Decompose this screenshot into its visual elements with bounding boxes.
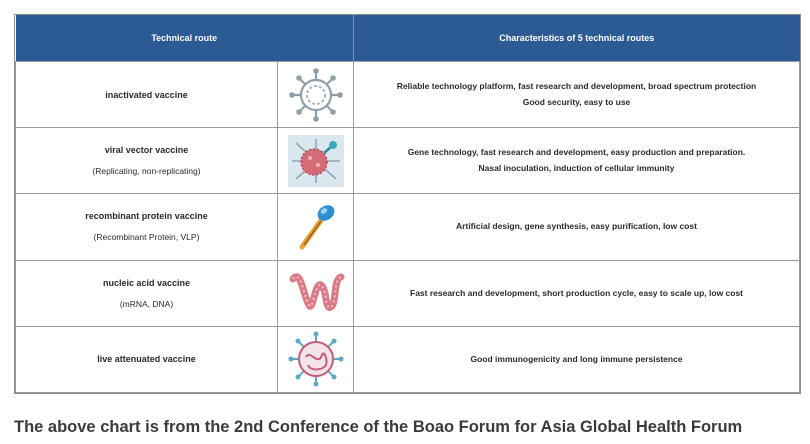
table-row [16, 260, 800, 326]
characteristic-text: Good immunogenicity and long immune persistence [470, 353, 683, 364]
characteristics-cell [354, 194, 800, 260]
route-subtitle: (Replicating, non-replicating) [92, 166, 201, 177]
table-header-row [16, 15, 800, 62]
route-name: viral vector vaccine [104, 145, 189, 156]
source-caption: The above chart is from the 2nd Conference of the Boao Forum for Asia Global Health Forum [14, 418, 743, 436]
route-icon-cell [278, 62, 354, 128]
route-icon-cell [278, 326, 354, 392]
characteristic-text: Fast research and development, short production cycle, easy to scale up, low cost [410, 287, 744, 298]
route-subtitle: (mRNA, DNA) [119, 298, 174, 309]
characteristics-cell [354, 326, 800, 392]
route-name-cell [16, 260, 278, 326]
characteristic-text: Reliable technology platform, fast research and development, broad spectrum protection [396, 81, 757, 92]
route-name-cell [16, 326, 278, 392]
route-name: inactivated vaccine [105, 89, 188, 100]
header-technical-route: Technical route [16, 15, 354, 62]
table-row [16, 62, 800, 128]
route-icon-cell [278, 128, 354, 194]
route-name: live attenuated vaccine [97, 354, 196, 365]
nucleic-acid-icon [287, 265, 345, 321]
characteristic-text: Nasal inoculation, induction of cellular immunity [478, 163, 675, 174]
route-icon-cell [278, 260, 354, 326]
route-subtitle: (Recombinant Protein, VLP) [93, 232, 200, 243]
inactivated-virus-icon [288, 67, 344, 123]
characteristics-cell [354, 62, 800, 128]
header-characteristics: Characteristics of 5 technical routes [354, 15, 800, 62]
characteristics-cell [354, 260, 800, 326]
route-name-cell [16, 128, 278, 194]
characteristic-text: Artificial design, gene synthesis, easy purification, low cost [456, 221, 697, 232]
characteristic-text: Gene technology, fast research and development, easy production and preparation. [407, 147, 746, 158]
route-name: recombinant protein vaccine [85, 211, 208, 222]
viral-vector-icon [286, 133, 346, 189]
characteristics-cell [354, 128, 800, 194]
recombinant-protein-icon [288, 199, 344, 255]
route-icon-cell [278, 194, 354, 260]
table-row [16, 194, 800, 260]
live-attenuated-virus-icon [288, 331, 344, 387]
route-name: nucleic acid vaccine [102, 277, 191, 288]
route-name-cell [16, 62, 278, 128]
route-name-cell [16, 194, 278, 260]
table-row [16, 128, 800, 194]
vaccine-routes-table [15, 15, 800, 393]
table-row [16, 326, 800, 392]
characteristic-text: Good security, easy to use [522, 97, 631, 108]
vaccine-routes-table-container [14, 14, 801, 394]
